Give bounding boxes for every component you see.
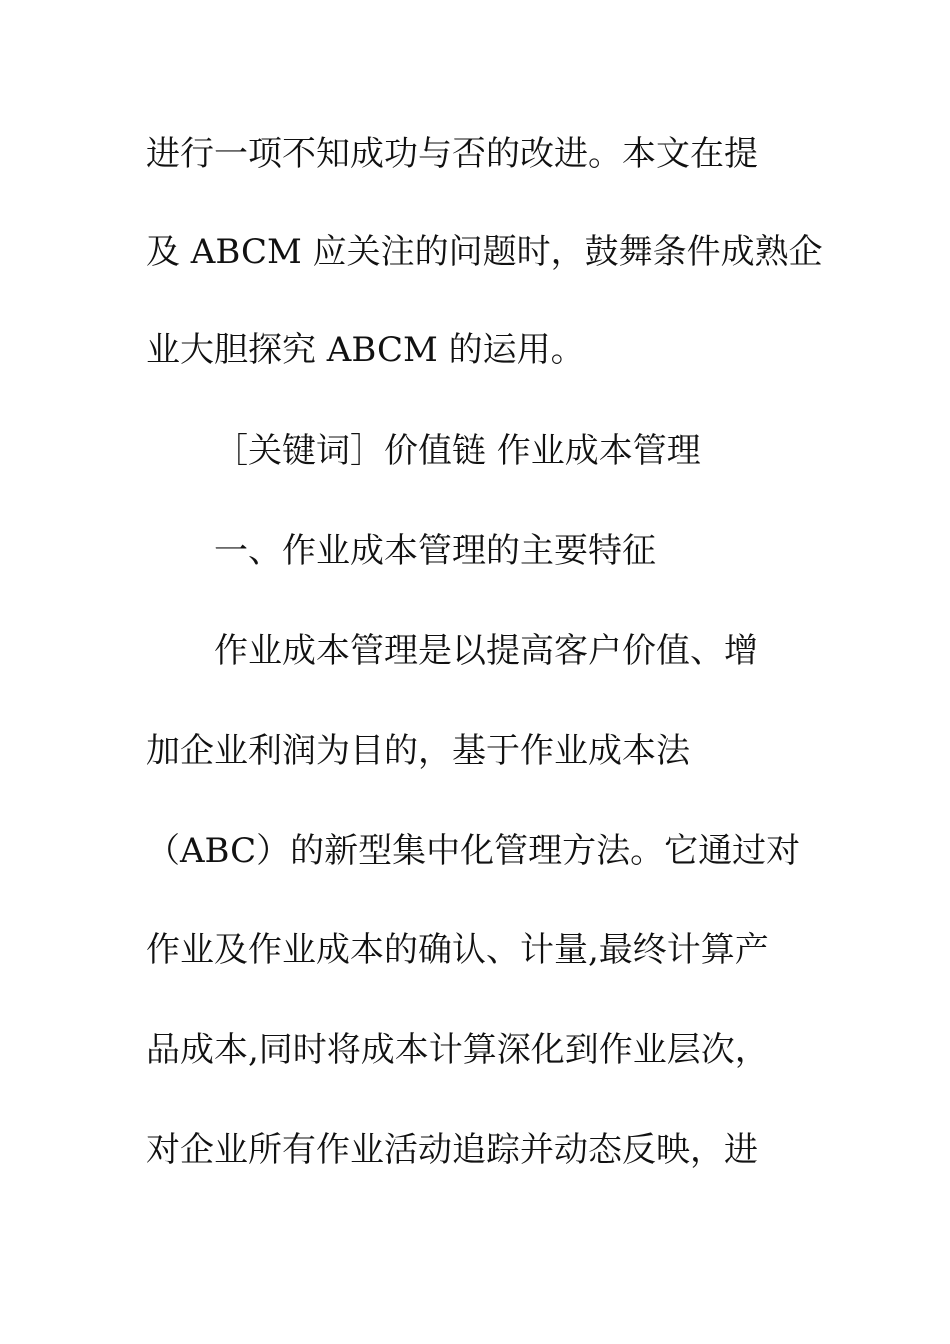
body-text-line: 加企业利润为目的，基于作业成本法	[146, 731, 690, 771]
section-heading: 一、作业成本管理的主要特征	[214, 531, 656, 571]
keywords-line: ［关键词］价值链 作业成本管理	[214, 431, 701, 471]
body-text-line: 进行一项不知成功与否的改进。本文在提	[146, 134, 758, 174]
body-text-line: （ABC）的新型集中化管理方法。它通过对	[146, 831, 801, 871]
body-text-line: 对企业所有作业活动追踪并动态反映，进	[146, 1130, 758, 1170]
body-text-line: 业大胆探究 ABCM 的运用。	[146, 330, 585, 370]
body-text-line: 品成本,同时将成本计算深化到作业层次，	[146, 1030, 769, 1070]
body-text-line: 及 ABCM 应关注的问题时，鼓舞条件成熟企	[146, 232, 823, 272]
body-text-line: 作业及作业成本的确认、计量,最终计算产	[146, 930, 769, 970]
body-text-line: 作业成本管理是以提高客户价值、增	[214, 631, 758, 671]
